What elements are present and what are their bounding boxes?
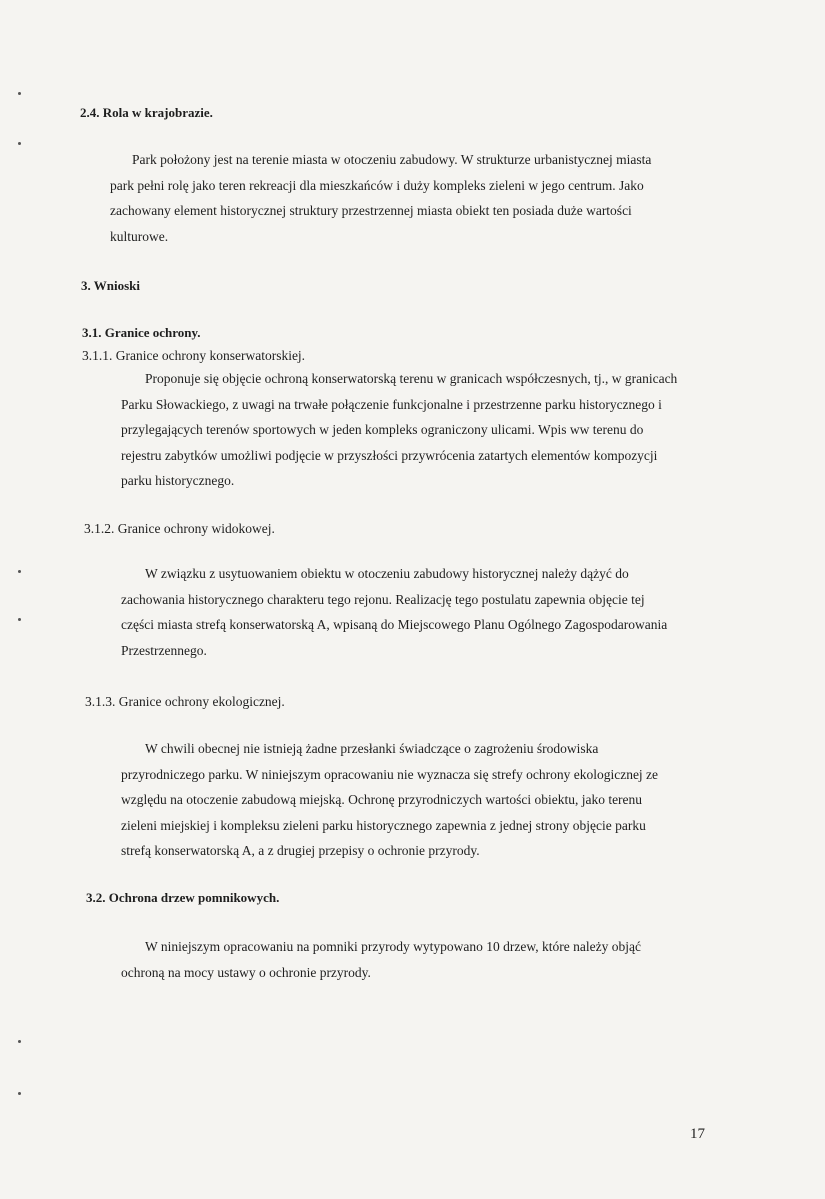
paragraph-3-2 bbox=[121, 934, 693, 985]
text-line: Przestrzennego. bbox=[121, 642, 207, 658]
scan-speck bbox=[18, 618, 21, 621]
paragraph-2-4 bbox=[110, 147, 697, 249]
heading-3-1: 3.1. Granice ochrony. bbox=[82, 325, 201, 340]
text-line: W związku z usytuowaniem obiektu w otoczeniu zabudowy historycznej należy dążyć do bbox=[145, 566, 629, 581]
text-line: przylegających terenów sportowych w jeden kompleks ograniczony ulicami. Wpis ww terenu do bbox=[121, 422, 644, 437]
text-line: zachowany element historycznej struktury przestrzennej miasta obiekt ten posiada duże wartości bbox=[110, 203, 632, 218]
heading-3-2: 3.2. Ochrona drzew pomnikowych. bbox=[86, 890, 280, 905]
scan-speck bbox=[18, 92, 21, 95]
text-line: ochroną na mocy ustawy o ochronie przyrody. bbox=[121, 964, 371, 980]
text-line: zachowania historycznego charakteru tego rejonu. Realizację tego postulatu zapewnia objęcie tej bbox=[121, 591, 645, 607]
text-line: park pełni rolę jako teren rekreacji dla mieszkańców i duży kompleks zieleni w jego centrum. Jako bbox=[110, 177, 644, 193]
heading-3-1-3: 3.1.3. Granice ochrony ekologicznej. bbox=[85, 694, 285, 709]
heading-3-1-2: 3.1.2. Granice ochrony widokowej. bbox=[84, 521, 275, 536]
paragraph-3-1-2 bbox=[121, 561, 698, 663]
scan-speck bbox=[18, 1040, 21, 1043]
heading-3-1-1: 3.1.1. Granice ochrony konserwatorskiej. bbox=[82, 348, 306, 363]
scan-speck bbox=[18, 1092, 21, 1095]
text-line: zieleni miejskiej i kompleksu zieleni parku historycznego zapewnia z jednej strony objęcie parku bbox=[121, 817, 646, 833]
text-line: kulturowe. bbox=[110, 228, 169, 244]
paragraph-3-1-1 bbox=[121, 366, 698, 494]
scan-speck bbox=[18, 570, 21, 573]
text-line: części miasta strefą konserwatorską A, wpisaną do Miejscowego Planu Ogólnego Zagospodarowania bbox=[121, 617, 668, 632]
text-line: względu na otoczenie zabudową miejską. Ochronę przyrodniczych wartości obiektu, jako terenu bbox=[121, 792, 643, 807]
text-line: przyrodniczego parku. W niniejszym opracowaniu nie wyznacza się strefy ochrony ekologicznej ze bbox=[121, 766, 659, 782]
heading-2-4: 2.4. Rola w krajobrazie. bbox=[80, 105, 213, 120]
text-line: W niniejszym opracowaniu na pomniki przyrody wytypowano 10 drzew, które należy objąć bbox=[145, 939, 641, 954]
text-line: W chwili obecnej nie istnieją żadne przesłanki świadczące o zagrożeniu środowiska bbox=[145, 741, 599, 756]
text-line: Park położony jest na terenie miasta w otoczeniu zabudowy. W strukturze urbanistycznej miasta bbox=[132, 152, 652, 167]
text-line: Parku Słowackiego, z uwagi na trwałe połączenie funkcjonalne i przestrzenne parku historycznego i bbox=[121, 396, 662, 412]
scan-speck bbox=[18, 142, 21, 145]
paragraph-3-1-3 bbox=[121, 736, 701, 864]
heading-3: 3. Wnioski bbox=[81, 278, 141, 293]
text-line: rejestru zabytków umożliwi podjęcie w przyszłości przywrócenia zatartych elementów kompozycji bbox=[121, 447, 658, 463]
text-line: Proponuje się objęcie ochroną konserwatorską terenu w granicach współczesnych, tj., w granicach bbox=[145, 371, 678, 386]
page-number: 17 bbox=[690, 1126, 705, 1142]
text-line: strefą konserwatorską A, a z drugiej przepisy o ochronie przyrody. bbox=[121, 843, 480, 858]
text-line: parku historycznego. bbox=[121, 473, 235, 488]
